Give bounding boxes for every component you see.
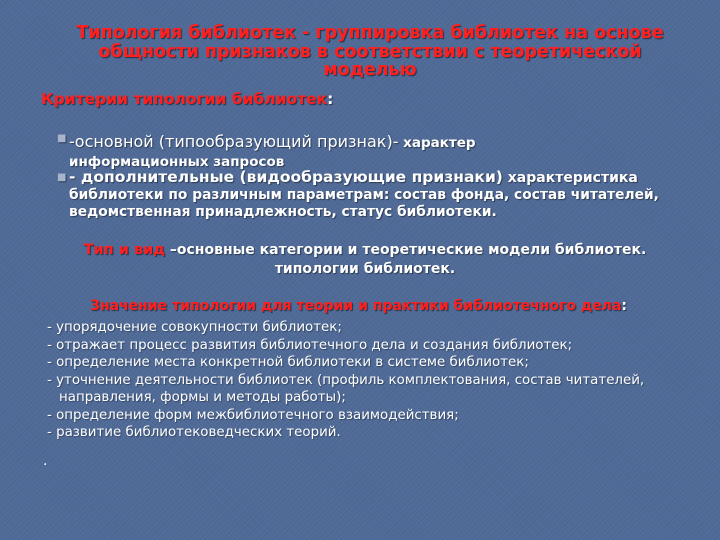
significance-heading: [90, 298, 627, 314]
bullet-icon: ■: [57, 133, 67, 144]
criteria-heading-colon: :: [327, 90, 334, 108]
significance-heading-colon: :: [621, 298, 627, 314]
list-item: - определение места конкретной библиотеки в системе библиотек;: [47, 355, 529, 370]
criterion-main-continuation: информационных запросов: [69, 154, 285, 170]
bullet-icon: ■: [57, 172, 67, 183]
criterion-main-rest: характер: [398, 135, 476, 151]
significance-heading-text: Значение типологии для теории и практики библиотечного дела: [90, 298, 622, 314]
type-definition-lead: Тип и вид: [83, 242, 165, 258]
criteria-heading-text: Критерии типологии библиотек: [41, 90, 328, 108]
list-item: - уточнение деятельности библиотек (профиль комплектования, состав читателей, направления, формы и методы работы);: [47, 372, 645, 405]
significance-list: [47, 319, 707, 442]
criterion-additional-lead: - дополнительные (видообразующие признаки): [69, 168, 503, 186]
type-definition-line2: типологии библиотек.: [274, 261, 456, 277]
trailing-dot: .: [43, 453, 48, 469]
title-line-3: моделью: [323, 60, 417, 80]
list-item: - развитие библиотековедческих теорий.: [47, 425, 341, 440]
title-line-2: общности признаков в соответствии с теоретической: [98, 41, 642, 62]
list-item: - определение форм межбиблиотечного взаимодействия;: [47, 407, 459, 423]
type-definition-text: –основные категории и теоретические модели библиотек.: [165, 242, 647, 258]
criterion-additional: [57, 168, 689, 221]
criteria-heading: [41, 90, 333, 108]
criterion-additional-rest: характеристика: [502, 170, 638, 186]
list-item: - упорядочение совокупности библиотек;: [47, 320, 342, 335]
criterion-main: [57, 132, 689, 170]
criterion-additional-continuation: библиотеки по различным параметрам: состав фонда, состав читателей, ведомственная принадлежность, статус библиотеки.: [69, 187, 659, 220]
type-definition: [30, 241, 700, 279]
slide-title: [40, 24, 700, 80]
title-line-1: Типология библиотек - группировка библиотек на основе: [76, 23, 664, 43]
criterion-main-lead: -основной (типообразующий признак)-: [69, 132, 399, 151]
list-item: - отражает процесс развития библиотечного дела и создания библиотек;: [47, 337, 573, 353]
